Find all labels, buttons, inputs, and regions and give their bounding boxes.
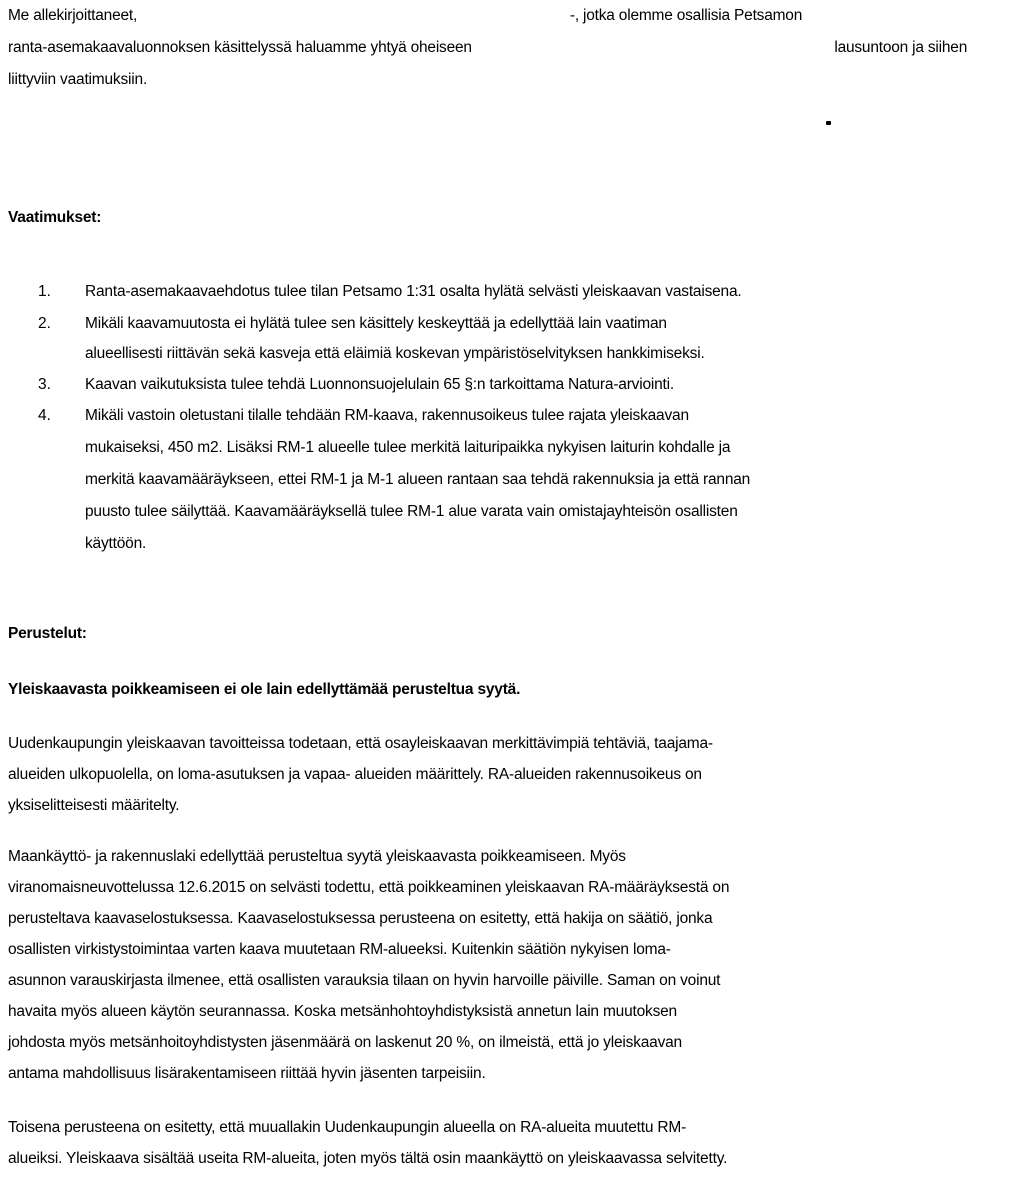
- paragraph-line: asunnon varauskirjasta ilmenee, että osallisten varauksia tilaan on hyvin harvoille päiville. Saman on voinut: [8, 972, 721, 989]
- requirement-line: alueellisesti riittävän sekä kasveja että eläimiä koskevan ympäristöselvityksen hankkimiseksi.: [85, 345, 705, 362]
- paragraph-line: alueiden ulkopuolella, on loma-asutuksen ja vapaa- alueiden määrittely. RA-alueiden rakennusoikeus on: [8, 766, 702, 783]
- paragraph-line: alueiksi. Yleiskaava sisältää useita RM-alueita, joten myös tältä osin maankäyttö on yleiskaavassa selvitetty.: [8, 1150, 728, 1167]
- stray-mark: [826, 121, 831, 125]
- requirement-number: 4.: [38, 407, 51, 424]
- requirement-line: Mikäli vastoin oletustani tilalle tehdään RM-kaava, rakennusoikeus tulee rajata yleiskaavan: [85, 407, 689, 424]
- paragraph-line: perusteltava kaavaselostuksessa. Kaavaselostuksessa perusteena on esitetty, että hakija on säätiö, jonka: [8, 910, 713, 927]
- paragraph-line: Maankäyttö- ja rakennuslaki edellyttää perusteltua syytä yleiskaavasta poikkeamiseen. Myös: [8, 848, 626, 865]
- requirement-number: 2.: [38, 315, 51, 332]
- requirement-line: mukaiseksi, 450 m2. Lisäksi RM-1 alueelle tulee merkitä laituripaikka nykyisen laiturin kohdalle ja: [85, 439, 731, 456]
- intro-line-2-start: ranta-asemakaavaluonnoksen käsittelyssä haluamme yhtyä oheiseen: [8, 39, 472, 56]
- requirement-line: Ranta-asemakaavaehdotus tulee tilan Petsamo 1:31 osalta hylätä selvästi yleiskaavan vastaisena.: [85, 283, 742, 300]
- intro-line-1-end: -, jotka olemme osallisia Petsamon: [569, 7, 803, 24]
- paragraph-line: havaita myös alueen käytön seurannassa. Koska metsänhohtoyhdistyksistä annetun lain muutoksen: [8, 1003, 677, 1020]
- intro-line-1-start: Me allekirjoittaneet,: [8, 7, 138, 24]
- grounds-subheading: Yleiskaavasta poikkeamiseen ei ole lain edellyttämää perusteltua syytä.: [8, 681, 521, 698]
- paragraph-line: viranomaisneuvottelussa 12.6.2015 on selvästi todettu, että poikkeaminen yleiskaavan RA-määräyksestä on: [8, 879, 730, 896]
- paragraph-line: Toisena perusteena on esitetty, että muuallakin Uudenkaupungin alueella on RA-alueita muutettu RM-: [8, 1119, 687, 1136]
- intro-line-3: liittyviin vaatimuksiin.: [8, 71, 148, 88]
- requirements-heading: Vaatimukset:: [8, 209, 102, 226]
- paragraph-line: antama mahdollisuus lisärakentamiseen riittää hyvin jäsenten tarpeisiin.: [8, 1065, 486, 1082]
- grounds-heading: Perustelut:: [8, 625, 87, 642]
- paragraph-line: yksiselitteisesti määritelty.: [8, 797, 180, 814]
- requirement-number: 1.: [38, 283, 51, 300]
- paragraph-line: johdosta myös metsänhoitoyhdistysten jäsenmäärä on laskenut 20 %, on ilmeistä, että jo yleiskaavan: [8, 1034, 682, 1051]
- requirement-line: Mikäli kaavamuutosta ei hylätä tulee sen käsittely keskeyttää ja edellyttää lain vaatiman: [85, 315, 667, 332]
- requirement-line: merkitä kaavamääräykseen, ettei RM-1 ja M-1 alueen rantaan saa tehdä rakennuksia ja että rannan: [85, 471, 751, 488]
- requirement-number: 3.: [38, 376, 51, 393]
- requirement-line: puusto tulee säilyttää. Kaavamääräyksellä tulee RM-1 alue varata vain omistajayhteisön osallisten: [85, 503, 738, 520]
- requirement-line: Kaavan vaikutuksista tulee tehdä Luonnonsuojelulain 65 §:n tarkoittama Natura-arviointi.: [85, 376, 674, 393]
- paragraph-line: osallisten virkistystoimintaa varten kaava muutetaan RM-alueeksi. Kuitenkin säätiön nykyisen loma-: [8, 941, 671, 958]
- requirement-line: käyttöön.: [85, 535, 147, 552]
- paragraph-line: Uudenkaupungin yleiskaavan tavoitteissa todetaan, että osayleiskaavan merkittävimpiä tehtäviä, taajama-: [8, 735, 713, 752]
- intro-line-2-end: lausuntoon ja siihen: [834, 39, 968, 56]
